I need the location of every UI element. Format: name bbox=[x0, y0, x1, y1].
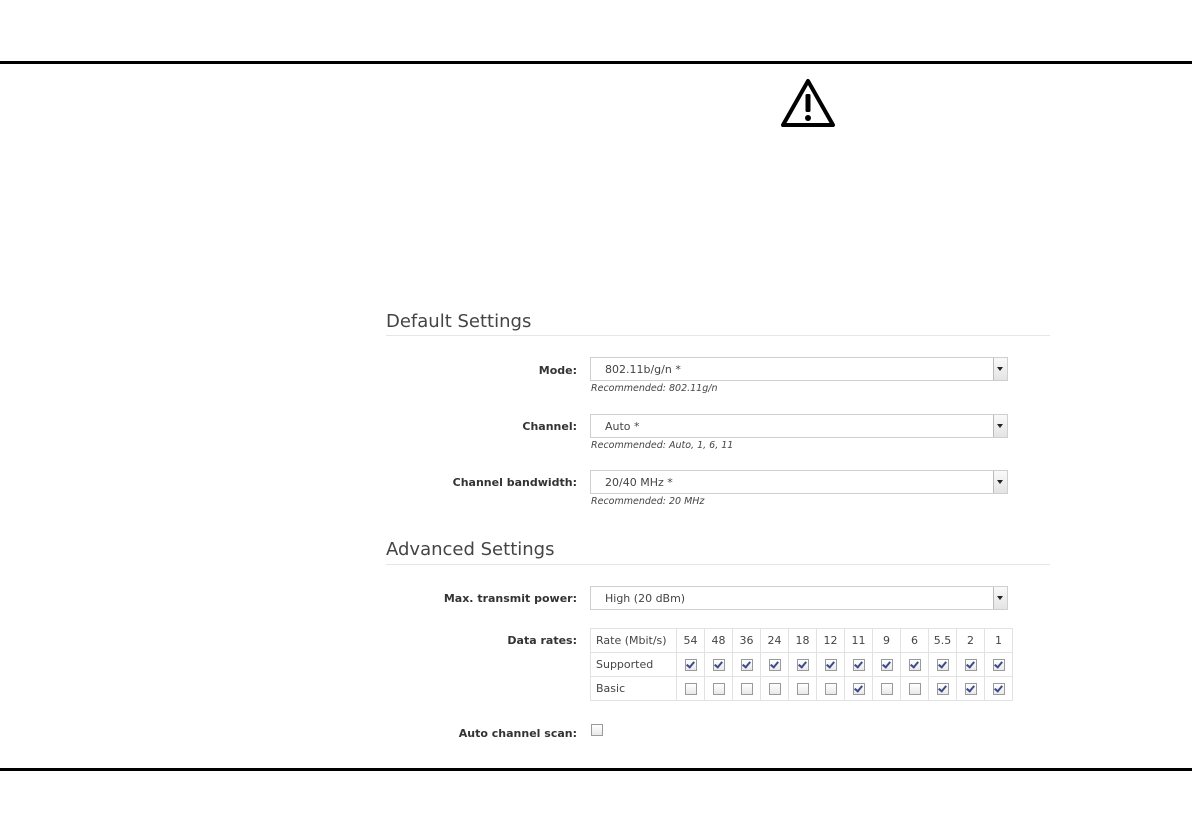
rate-header-label: Rate (Mbit/s) bbox=[591, 629, 677, 653]
supported-checkbox[interactable] bbox=[713, 659, 725, 671]
auto-channel-scan-label: Auto channel scan: bbox=[458, 727, 577, 740]
basic-row bbox=[591, 677, 1013, 701]
rate-value: 54 bbox=[677, 629, 705, 653]
basic-checkbox[interactable] bbox=[797, 683, 809, 695]
advanced-settings-divider bbox=[386, 564, 1050, 565]
rate-value: 5.5 bbox=[929, 629, 957, 653]
chevron-down-icon[interactable] bbox=[993, 587, 1007, 609]
basic-checkbox[interactable] bbox=[965, 683, 977, 695]
advanced-settings-title: Advanced Settings bbox=[386, 539, 555, 560]
max-transmit-power-select[interactable] bbox=[590, 586, 1008, 610]
rate-value: 2 bbox=[957, 629, 985, 653]
rate-value: 1 bbox=[985, 629, 1013, 653]
default-settings-divider bbox=[386, 335, 1050, 336]
channel-label: Channel: bbox=[522, 420, 577, 433]
channel-bandwidth-label: Channel bandwidth: bbox=[452, 476, 577, 489]
chevron-down-icon[interactable] bbox=[993, 415, 1007, 437]
channel-select-value: Auto * bbox=[605, 420, 640, 433]
chevron-down-icon[interactable] bbox=[993, 358, 1007, 380]
supported-checkbox[interactable] bbox=[741, 659, 753, 671]
supported-checkbox[interactable] bbox=[825, 659, 837, 671]
basic-row-label: Basic bbox=[591, 677, 677, 701]
supported-checkbox[interactable] bbox=[881, 659, 893, 671]
basic-checkbox[interactable] bbox=[993, 683, 1005, 695]
mode-select-value: 802.11b/g/n * bbox=[605, 363, 681, 376]
channel-bandwidth-hint: Recommended: 20 MHz bbox=[591, 496, 705, 507]
chevron-down-icon[interactable] bbox=[993, 471, 1007, 493]
warning-triangle-icon bbox=[780, 78, 836, 128]
channel-hint: Recommended: Auto, 1, 6, 11 bbox=[591, 440, 734, 451]
supported-row-label: Supported bbox=[591, 653, 677, 677]
rate-value: 9 bbox=[873, 629, 901, 653]
channel-select[interactable] bbox=[590, 414, 1008, 438]
basic-checkbox[interactable] bbox=[769, 683, 781, 695]
data-rates-table bbox=[590, 628, 1013, 701]
rate-value: 24 bbox=[761, 629, 789, 653]
supported-checkbox[interactable] bbox=[937, 659, 949, 671]
basic-checkbox[interactable] bbox=[853, 683, 865, 695]
basic-checkbox[interactable] bbox=[937, 683, 949, 695]
rates-header-row bbox=[591, 629, 1013, 653]
mode-select[interactable] bbox=[590, 357, 1008, 381]
rate-value: 48 bbox=[705, 629, 733, 653]
mode-label: Mode: bbox=[538, 364, 577, 377]
channel-bandwidth-select-value: 20/40 MHz * bbox=[605, 476, 673, 489]
basic-checkbox[interactable] bbox=[685, 683, 697, 695]
supported-checkbox[interactable] bbox=[853, 659, 865, 671]
supported-checkbox[interactable] bbox=[797, 659, 809, 671]
supported-checkbox[interactable] bbox=[909, 659, 921, 671]
mode-hint: Recommended: 802.11g/n bbox=[591, 383, 718, 394]
basic-checkbox[interactable] bbox=[825, 683, 837, 695]
supported-checkbox[interactable] bbox=[685, 659, 697, 671]
rate-value: 18 bbox=[789, 629, 817, 653]
auto-channel-scan-checkbox[interactable] bbox=[591, 724, 603, 736]
rate-value: 11 bbox=[845, 629, 873, 653]
rate-value: 36 bbox=[733, 629, 761, 653]
supported-checkbox[interactable] bbox=[965, 659, 977, 671]
max-transmit-power-select-value: High (20 dBm) bbox=[605, 592, 686, 605]
supported-checkbox[interactable] bbox=[993, 659, 1005, 671]
basic-checkbox[interactable] bbox=[713, 683, 725, 695]
max-transmit-power-label: Max. transmit power: bbox=[443, 592, 577, 605]
supported-checkbox[interactable] bbox=[769, 659, 781, 671]
basic-checkbox[interactable] bbox=[741, 683, 753, 695]
supported-row bbox=[591, 653, 1013, 677]
rate-value: 6 bbox=[901, 629, 929, 653]
basic-checkbox[interactable] bbox=[909, 683, 921, 695]
top-rule bbox=[0, 61, 1192, 64]
basic-checkbox[interactable] bbox=[881, 683, 893, 695]
channel-bandwidth-select[interactable] bbox=[590, 470, 1008, 494]
bottom-rule bbox=[0, 768, 1192, 771]
data-rates-label: Data rates: bbox=[507, 634, 577, 647]
default-settings-title: Default Settings bbox=[386, 311, 532, 332]
rate-value: 12 bbox=[817, 629, 845, 653]
